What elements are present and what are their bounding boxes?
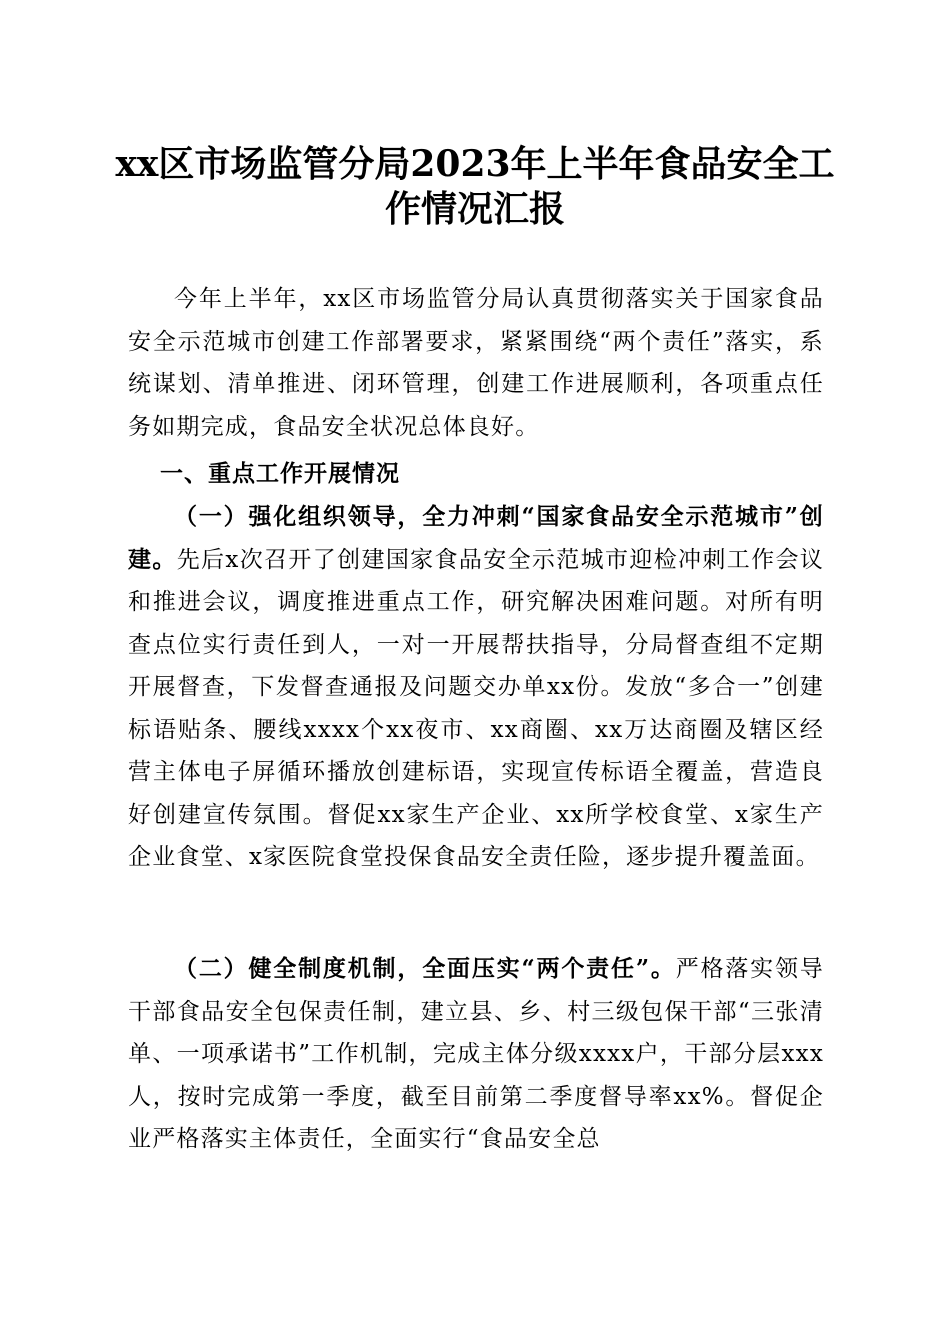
section-2-body: 严格落实领导干部食品安全包保责任制，建立县、乡、村三级包保干部“三张清单、一项承诺书”工作机制，完成主体分级xxxx户，干部分层xxx人，按时完成第一季度，截至目前第二季度督导率xx%。督促企业严格落实主体责任，全面实行“食品安全总 — [128, 956, 824, 1152]
section-heading-1: 一、重点工作开展情况 — [160, 461, 400, 487]
section-2-lead: （二）健全制度机制，全面压实“两个责任”。 — [174, 955, 676, 982]
section-1-paragraph — [128, 496, 824, 879]
document-title-line-1: xx区市场监管分局2023年上半年食品安全工 — [115, 143, 835, 185]
section-1-body: 先后x次召开了创建国家食品安全示范城市迎检冲刺工作会议和推进会议，调度推进重点工作，研究解决困难问题。对所有明查点位实行责任到人，一对一开展帮扶指导，分局督查组不定期开展督查，下发督查通报及问题交办单xx份。发放“多合一”创建标语贴条、腰线xxxx个xx夜市、xx商圈、xx万达商圈及辖区经营主体电子屏循环播放创建标语，实现宣传标语全覆盖，营造良好创建宣传氛围。督促xx家生产企业、xx所学校食堂、x家生产企业食堂、x家医院食堂投保食品安全责任险，逐步提升覆盖面。 — [128, 546, 824, 870]
section-1-lead: （一）强化组织领导，全力冲刺“国家食品安全示范城市”创建。 — [128, 503, 824, 573]
intro-paragraph: 今年上半年，xx区市场监管分局认真贯彻落实关于国家食品安全示范城市创建工作部署要求，紧紧围绕“两个责任”落实，系统谋划、清单推进、闭环管理，创建工作进展顺利，各项重点任务如期完成，食品安全状况总体良好。 — [128, 286, 824, 440]
section-2-paragraph — [128, 948, 824, 1161]
document-title-line-2: 作情况汇报 — [384, 188, 565, 230]
